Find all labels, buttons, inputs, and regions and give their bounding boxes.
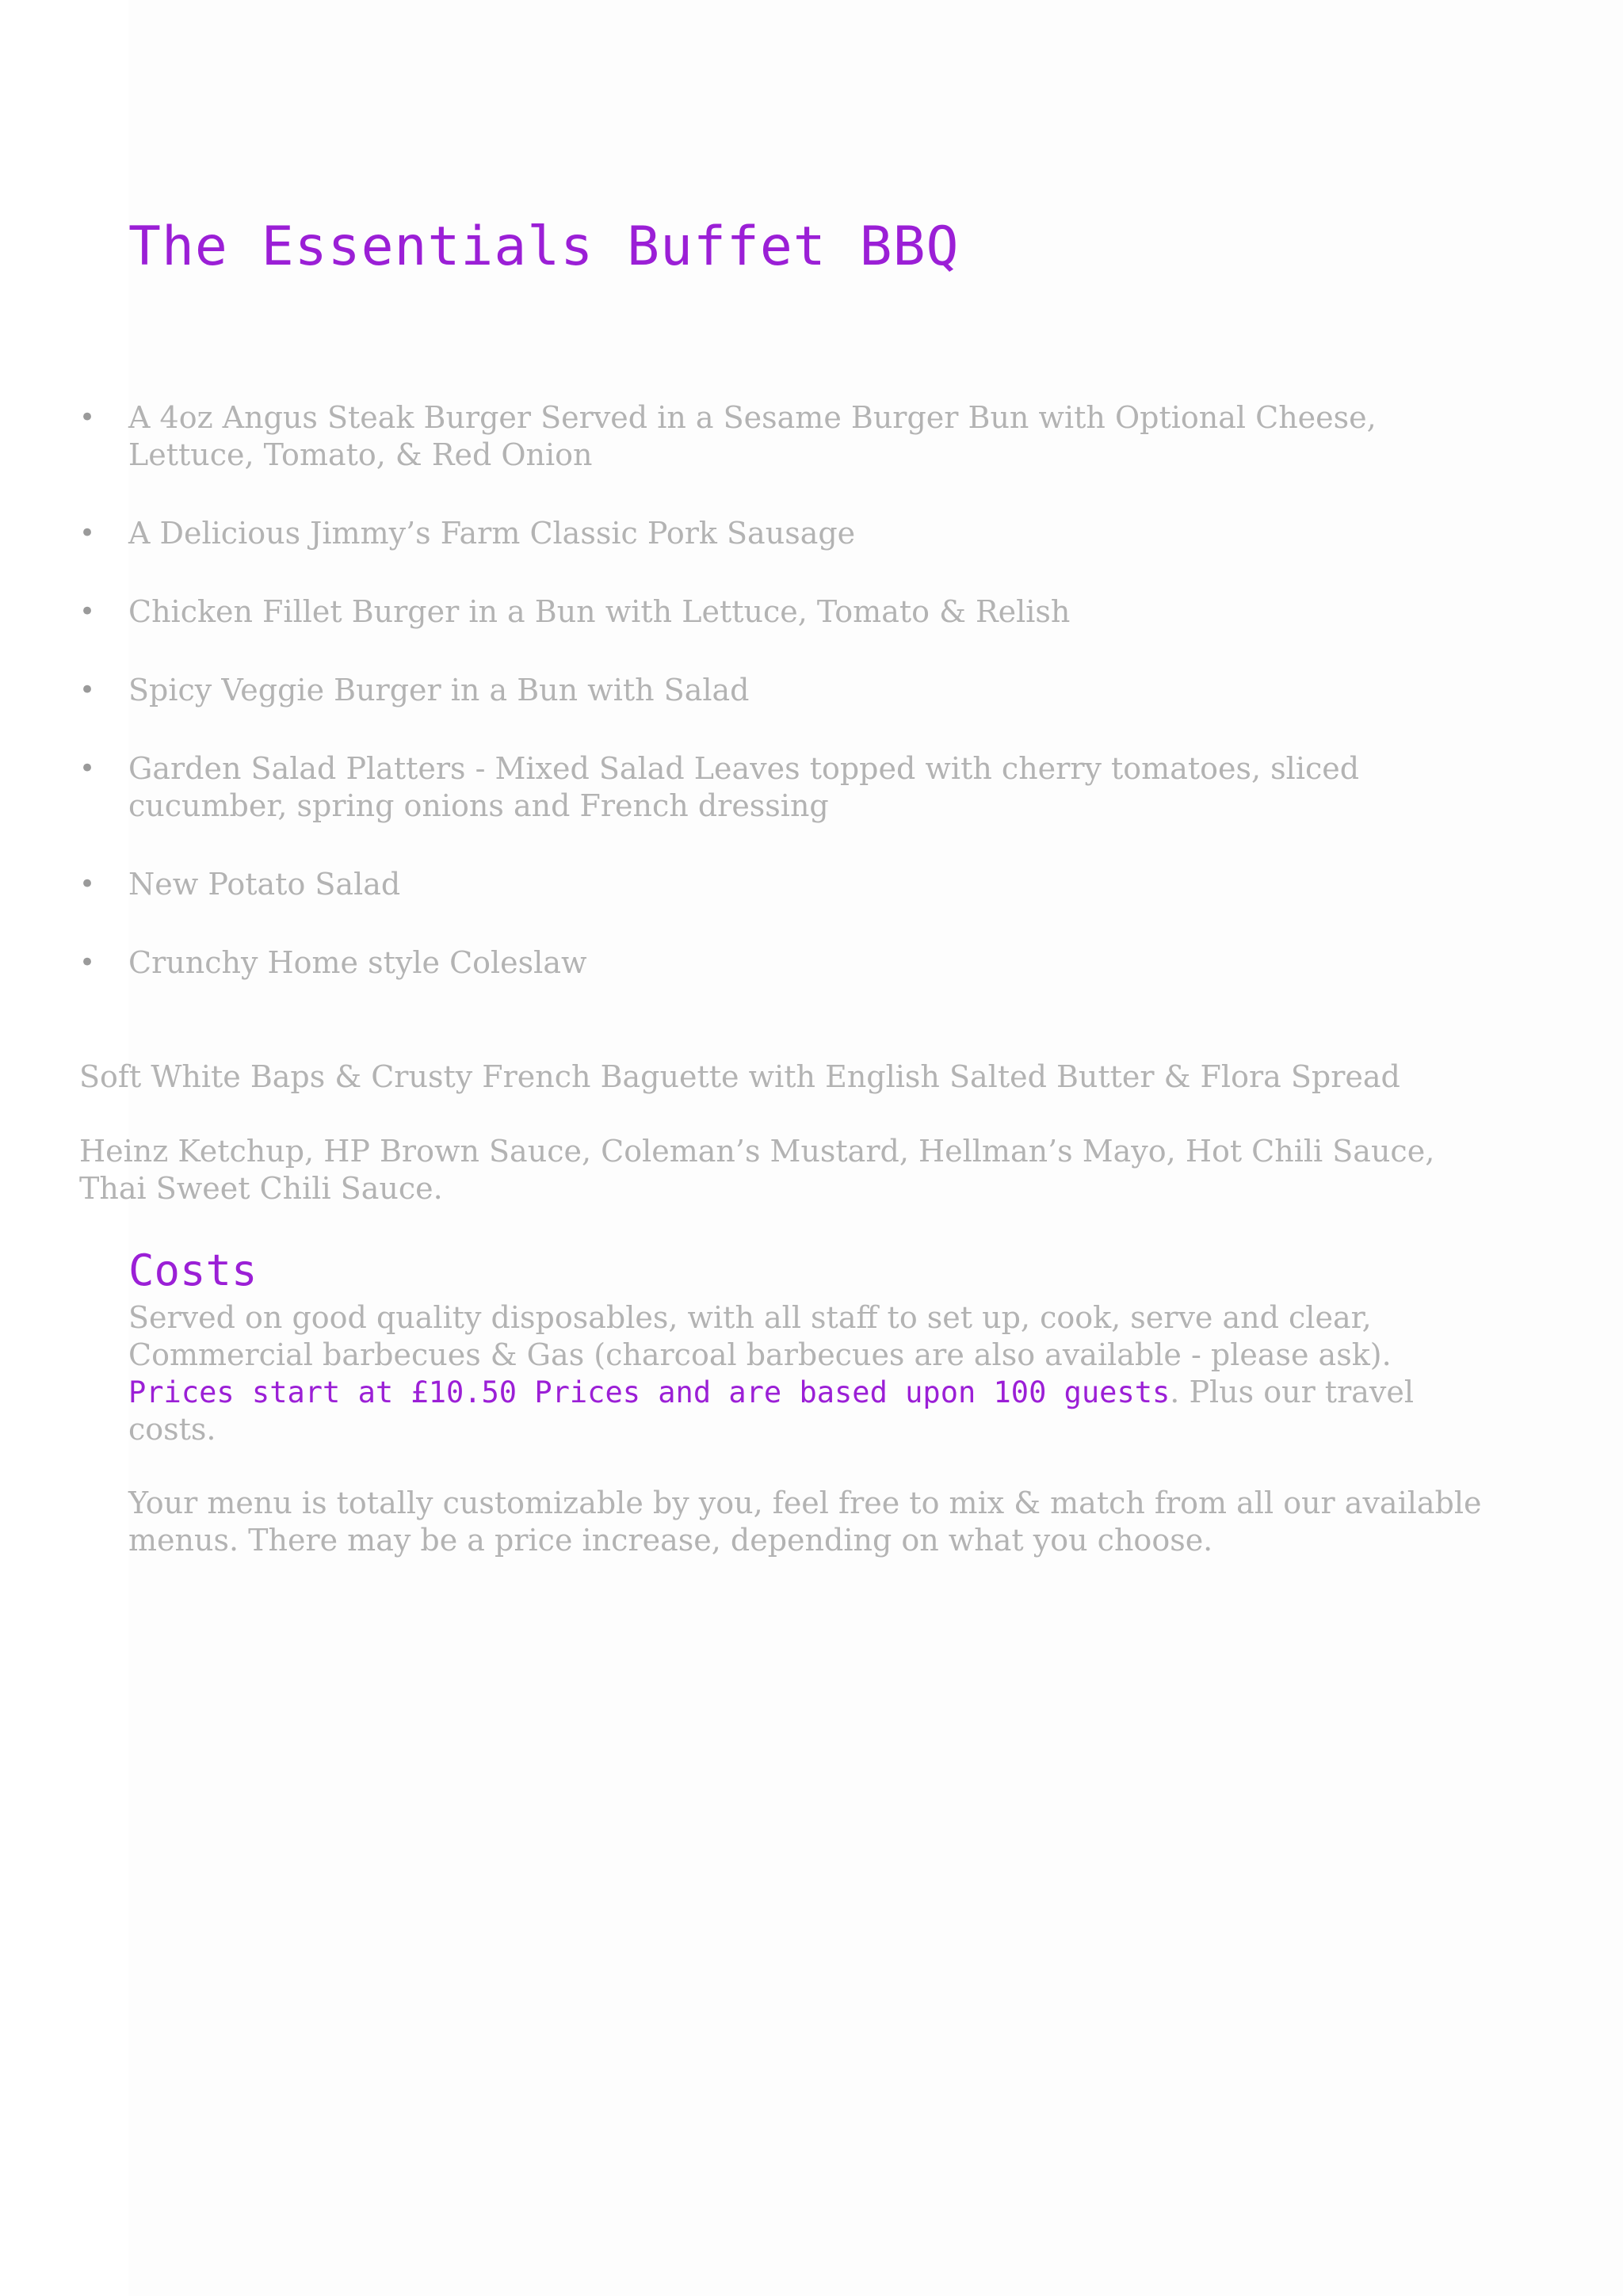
list-item [79,944,1537,982]
bullet-icon: • [79,868,96,900]
bullet-icon: • [79,596,96,627]
menu-item-text: Chicken Fillet Burger in a Bun with Lettuce, Tomato & Relish [128,594,1071,629]
bullet-icon: • [79,753,96,784]
list-item [79,750,1537,825]
menu-item-text: A 4oz Angus Steak Burger Served in a Sesame Burger Bun with Optional Cheese, Lettuce, Tomato, & Red Onion [128,400,1377,472]
travel-costs-text: . Plus our travel costs. [128,1375,1415,1447]
list-item [79,672,1537,709]
bullet-icon: • [79,517,96,549]
bullet-icon: • [79,947,96,978]
menu-item-text: New Potato Salad [128,867,401,902]
customize-note: Your menu is totally customizable by you, feel free to mix & match from all our available menus. There may be a price increase, depending on what you choose. [128,1486,1482,1558]
menu-item-text: A Delicious Jimmy’s Farm Classic Pork Sausage [128,516,856,551]
menu-list [79,399,1537,982]
menu-item-text: Crunchy Home style Coleslaw [128,945,587,980]
menu-item-text: Garden Salad Platters - Mixed Salad Leaves topped with cherry tomatoes, sliced cucumber, spring onions and French dressing [128,751,1360,823]
page-title: The Essentials Buffet BBQ [128,215,960,278]
breads-note: Soft White Baps & Crusty French Baguette with English Salted Butter & Flora Spread [79,1059,1400,1094]
menu-item-text: Spicy Veggie Burger in a Bun with Salad [128,673,750,707]
list-item [79,593,1537,631]
costs-service-text: Served on good quality disposables, with all staff to set up, cook, serve and clear, Commercial barbecues & Gas (charcoal barbecues are also available - please ask). [128,1300,1392,1372]
bullet-icon: • [79,402,96,433]
costs-paragraph [128,1299,1491,1448]
bullet-icon: • [79,674,96,706]
costs-heading: Costs [128,1245,258,1295]
price-highlight: Prices start at £10.50 Prices and are based upon 100 guests [128,1375,1170,1409]
list-item [79,515,1537,552]
list-item [79,399,1537,474]
sauces-note: Heinz Ketchup, HP Brown Sauce, Coleman’s Mustard, Hellman’s Mayo, Hot Chili Sauce, Thai Sweet Chili Sauce. [79,1134,1435,1206]
list-item [79,866,1537,903]
